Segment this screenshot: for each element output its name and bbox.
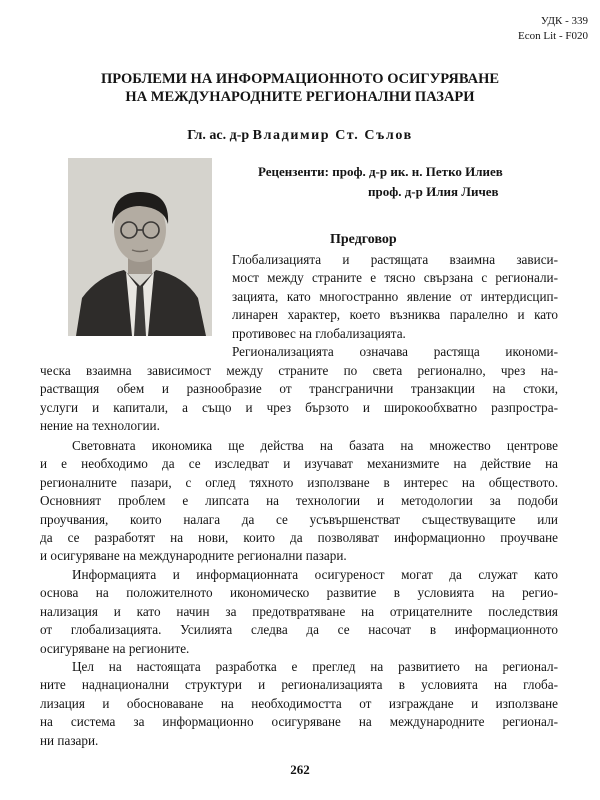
title-line-1: ПРОБЛЕМИ НА ИНФОРМАЦИОННОТО ОСИГУРЯВАНЕ [100, 71, 500, 87]
text-line: основа на положителното икономическо развитие в условията на регио- [40, 585, 558, 601]
text-line: ни пазари. [40, 732, 99, 748]
text-line: регионалните пазари, с оглед тяхното използване в интерес на обществото. [40, 474, 558, 490]
text-line: Информацията и информационната осигуреност могат да служат като [72, 567, 558, 582]
paragraph-2 [40, 362, 558, 436]
text-line: ческа взаимна зависимост между страните по света регионално, чрез на- [40, 363, 558, 378]
text-line: ните наднационални структури и регионализацията в условията на глоба- [40, 677, 558, 693]
text-line: нализация и като начин за предотвратяване на отрицателните последствия [40, 603, 558, 619]
paragraph-4 [40, 566, 558, 658]
article-title [40, 70, 560, 106]
text-line: от глобализацията. Усилията следва да се насочат в информационното [40, 622, 558, 638]
author-prefix: Гл. ас. д-р [187, 128, 250, 143]
text-line: зацията, като многостранно явление от интердисцип- [232, 288, 558, 304]
text-line: нение на технологии. [40, 418, 160, 434]
paragraph-1 [232, 251, 558, 343]
text-line: Цел на настоящата разработка е преглед на развитието на регионал- [72, 659, 558, 674]
paragraph-5 [40, 658, 558, 750]
author-line [0, 128, 600, 144]
paragraph-2-start [232, 343, 558, 361]
text-line: услуги и капитали, а също и чрез бързото и широкообхватно разпростра- [40, 399, 558, 415]
text-line: на система за информационно осигуряване на международните регионал- [40, 714, 558, 730]
text-line: Световната икономика ще действа на базата на множество центрове [72, 438, 558, 453]
text-line: и осигуряване на международните регионални пазари. [40, 548, 347, 564]
text-line: лизация и обосноваване на необходимостта от изграждане и използване [40, 695, 558, 711]
text-line: и е необходимо да се изследват и изучават механизмите на действие на [40, 456, 558, 472]
text-line: растващия обем и разнообразие от трансгранични транзакции на стоки, [40, 381, 558, 397]
text-line: противовес на глобализацията. [232, 325, 406, 341]
text-line: линарен характер, което възниква паралелно и като [232, 307, 558, 323]
section-heading: Предговор [330, 232, 397, 247]
reviewer-line-1: Рецензенти: проф. д-р ик. н. Петко Илиев [258, 164, 503, 179]
page-number: 262 [290, 762, 310, 777]
title-line-2: НА МЕЖДУНАРОДНИТЕ РЕГИОНАЛНИ ПАЗАРИ [125, 89, 475, 105]
text-line: мост между страните е тясно свързана с регионали- [232, 270, 558, 286]
econlit-code: Econ Lit - F020 [518, 30, 588, 42]
text-line: Глобализацията и растящата взаимна зависи- [232, 252, 558, 267]
paragraph-3 [40, 437, 558, 566]
classification-codes [518, 14, 588, 44]
author-photo [68, 158, 212, 336]
author-name: Владимир Ст. Сълов [252, 128, 413, 143]
udk-code: УДК - 339 [540, 15, 588, 27]
text-line: осигуряване на регионите. [40, 640, 190, 656]
text-line: да се разработят на нови, които да позволяват информационно проучване [40, 530, 558, 546]
reviewers-block [258, 162, 503, 202]
text-line: проучвания, които налага да се усъвършенстват съществуващите или [40, 511, 558, 527]
author-portrait-image [68, 158, 212, 336]
reviewer-line-2: проф. д-р Илия Личев [368, 184, 499, 199]
text-line: Регионализацията означава растяща икономи- [232, 344, 558, 359]
text-line: Основният проблем е липсата на технологии и методологии за подоби [40, 493, 558, 509]
